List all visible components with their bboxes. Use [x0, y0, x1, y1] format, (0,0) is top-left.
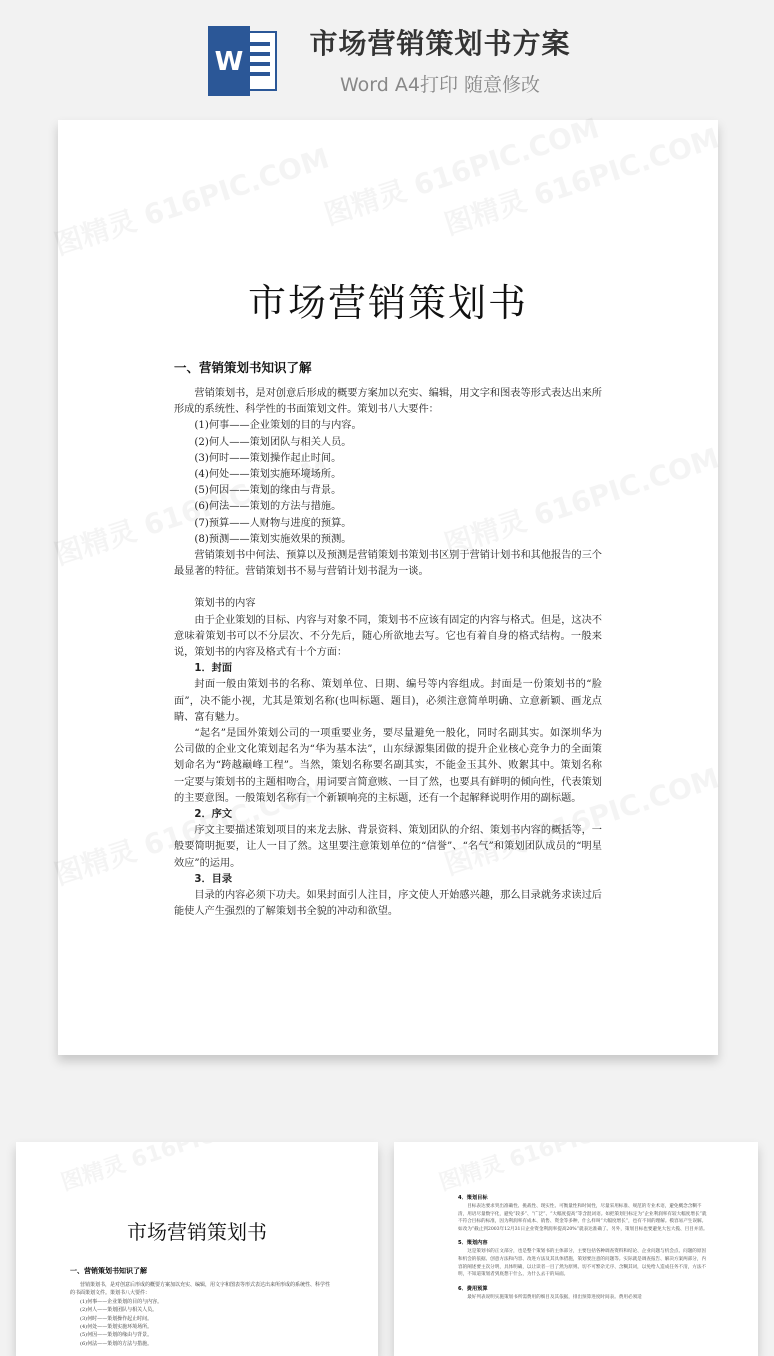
- goal-paragraph: 目标表达要求突出准确性、挑战性、现实性、可衡量性和时间性，尽量采用标准、规范的专业术语，避免概念含糊不清，用语尽量数字化，避免“较多”、“广泛”、“大幅度提高”等含混词语。如把策划目标定为“企业利润率有较大幅度增长”就不符合目标的标准，因为利润率有成本、销售、资金等多种，什么样叫“大幅度增长”，也有不同的理解。模容易产生误解。如改为“截止到2003年12月31日企业资金利润率提高20%”就表达准确了。另外，策划目标也要避免大包大揽、目目并清。: [458, 1204, 708, 1232]
- watermark: [49, 137, 334, 264]
- word-icon: [206, 24, 280, 98]
- list-item: (2)何人——策划团队与相关人员。: [194, 436, 352, 448]
- content-heading: 策划书的内容: [194, 598, 256, 610]
- preface-heading: 2．序文: [194, 809, 233, 821]
- cover-paragraph: 封面一般由策划书的名称、策划单位、日期、编号等内容组成。封面是一份策划书的“脸面”，决不能小视，尤其是策划名称(也叫标题、题目)，必须注意简单明确、立意新颖、画龙点睛、富有魅力。: [174, 679, 602, 723]
- list-item: (4)何处——策划实施环境场所。: [194, 469, 342, 481]
- document-page: [58, 120, 718, 1055]
- thumbnail-title: 市场营销策划书: [127, 1220, 267, 1244]
- toc-paragraph: 目录的内容必须下功夫。如果封面引人注目，序文使人开始感兴趣，那么目录就务求读过后能使人产生强烈的了解策划书全貌的冲动和欲望。: [174, 890, 602, 918]
- thumbnail-intro: 营销策划书，是对创意后形成的概要方案加以充实、编辑，用文字和图表等形式表达出来所形成的系统性、科学性的书面策划文件。策划书八大要件：: [70, 1282, 331, 1297]
- list-item: (7)预算——人财物与进度的预算。: [194, 517, 352, 529]
- watermark: [435, 1142, 659, 1197]
- thumbnail-body: [458, 1194, 710, 1307]
- preface-paragraph: 序文主要描述策划项目的来龙去脉、背景资料、策划团队的介绍、策划书内容的概括等，一般要简明扼要，让人一目了然。这里要注意策划单位的“信誉”、“名气”和策划团队成员的“明星效应”的运用。: [174, 825, 602, 869]
- document-title: 市场营销策划书: [247, 281, 528, 325]
- header-title: 市场营销策划书方案: [309, 27, 571, 60]
- budget-paragraph: 最好列表说明实施策划书所需费用的细目及其依据，排出预算进度时间表。费用必须适: [467, 1294, 642, 1300]
- list-item: (1)何事——企业策划的目的与内容。: [194, 420, 362, 432]
- cover-heading: 1．封面: [194, 663, 233, 675]
- watermark: [57, 1142, 281, 1197]
- page-thumbnail-1[interactable]: [16, 1142, 378, 1356]
- header-subtitle: Word A4打印 随意修改: [339, 74, 540, 96]
- watermark: [319, 107, 604, 234]
- plan-content-paragraph: 这是策划书的正文部分，也是整个策划书的主体部分，主要包括各种调查资料和结论、企业问题与机会点、问题的原因和机会的依据、创意方法和内容、改进方法及其具体措施，策划要注意的问题等。实际就是调查报告、解决方案两部分，内容的阐述要主次分明，具体明确，以让读者一目了然为原则。切不可繁杂无序、含糊其词，以免给人造成任务不清，方法不明，不知道策划者到底想干什么，为什么去干的局面。: [458, 1249, 707, 1278]
- list-item: (8)预测——策划实施效果的预测。: [194, 533, 352, 545]
- list-item: (3)何时——策划操作起止时间。: [194, 452, 342, 464]
- document-body: [174, 358, 602, 921]
- thumbnail-body: [70, 1266, 330, 1348]
- content-intro-paragraph: 由于企业策划的目标、内容与对象不同，策划书不应该有固定的内容与格式。但是，这决不意味着策划书可以不分层次、不分先后，随心所欲地去写。它也有着自身的格式结构。一般来说，策划书的内容及格式有十个方面：: [174, 614, 602, 659]
- naming-paragraph: “起名”是国外策划公司的一项重要业务，要尽量避免一般化，同时名副其实。如深圳华为公司做的企业文化策划起名为“华为基本法”，山东绿源集团做的提升企业核心竞争力的全面策划命名为“跨越巅峰工程”。当然，策划名称要名副其实，不能金玉其外、败絮其中。策划名称一定要与策划书的主题相吻合，用词要言简意赅、一目了然，也要具有鲜明的倾向性，代表策划的主要意图。一般策划名称有一个新颖响亮的主标题，还有一个起解释说明作用的副标题。: [174, 728, 602, 804]
- plan-content-heading: 5．策划内容: [458, 1240, 488, 1247]
- header: [0, 0, 774, 110]
- thumbnail-list-item: (5)何因——策划的缘由与背景。: [80, 1332, 153, 1339]
- budget-heading: 6．费用预算: [458, 1285, 488, 1292]
- goal-heading: 4．策划目标: [458, 1195, 488, 1201]
- section-heading: 一、营销策划书知识了解: [174, 360, 312, 375]
- thumbnail-list-item: (6)何法——策划的方法与措施。: [80, 1340, 153, 1347]
- thumbnail-section-heading: 一、营销策划书知识了解: [70, 1267, 147, 1275]
- toc-heading: 3．目录: [194, 873, 233, 885]
- thumbnail-list-item: (3)何时——策划操作起止时间。: [80, 1315, 153, 1322]
- list-item: (5)何因——策划的缘由与背景。: [194, 485, 342, 497]
- list-item: (6)何法——策划的方法与措施。: [194, 501, 342, 513]
- watermark: [439, 117, 724, 244]
- page-thumbnail-2[interactable]: [394, 1142, 758, 1356]
- svg-text:W: W: [214, 47, 244, 77]
- summary-paragraph: 营销策划书中何法、预算以及预测是营销策划书策划书区别于营销计划书和其他报告的三个最显著的特征。营销策划书不易与营销计划书混为一谈。: [174, 550, 602, 578]
- thumbnail-list-item: (4)何处——策划实施环境场所。: [80, 1324, 153, 1331]
- thumbnail-list-item: (1)何事——企业策划的目的与内容。: [80, 1298, 163, 1305]
- thumbnail-list-item: (2)何人——策划团队与相关人员。: [80, 1307, 158, 1314]
- intro-paragraph: 营销策划书，是对创意后形成的概要方案加以充实、编辑，用文字和图表等形式表达出来所形成的系统性、科学性的书面策划文件。策划书八大要件：: [174, 388, 602, 416]
